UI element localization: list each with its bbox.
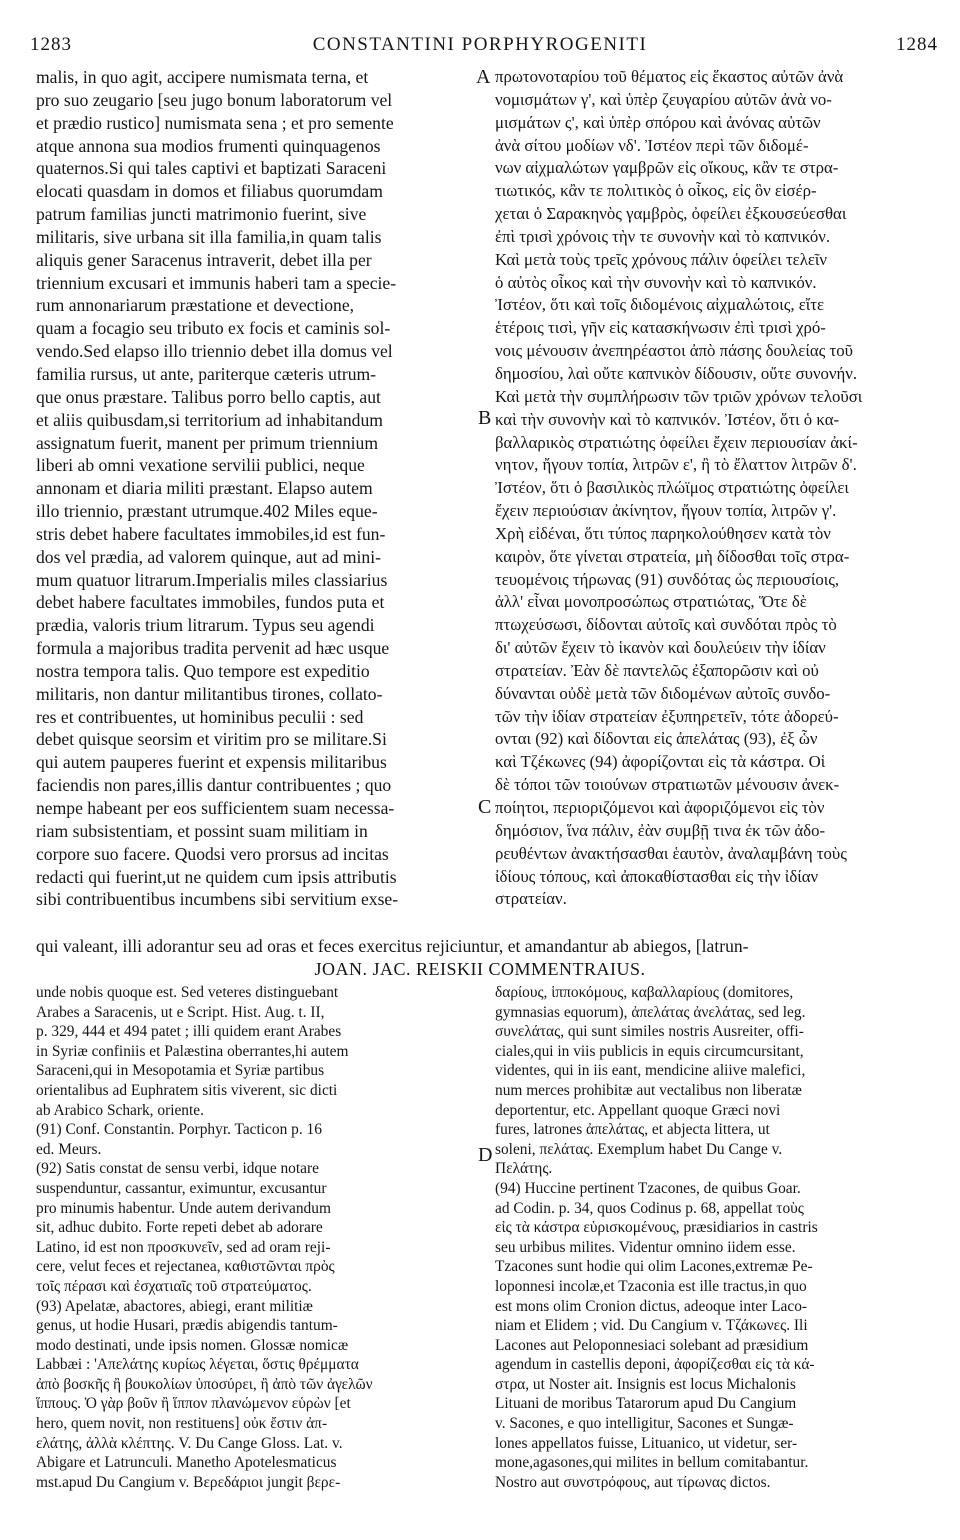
commentary-line: soleni, πελάτας. Exemplum habet Du Cange v. <box>495 1140 783 1158</box>
commentary-line: fures, latrones ἀπελάτας, et abjecta littera, ut <box>495 1121 770 1139</box>
latin-text-line: riam subsistentiam, et possint suam militiam in <box>36 820 368 841</box>
latin-text-line: redacti qui fuerint,ut ne quidem cum ipsis attributis <box>36 866 397 887</box>
greek-text-line: δι' αὐτῶν ἔχειν τὸ ἱκανὸν καὶ δουλεύειν τὴν ἰδίαν <box>495 638 826 658</box>
commentary-left-column <box>36 983 474 1492</box>
commentary-line: Saraceni,qui in Mesopotamia et Syriæ partibus <box>36 1062 325 1080</box>
latin-text-line: nostra tempora talis. Quo tempore est expeditio <box>36 660 370 681</box>
greek-text-line: νομισμάτων γ', καὶ ὑπὲρ ζευγαρίου αὐτῶν ἀνὰ νο- <box>495 89 832 109</box>
commentary-line: (91) Conf. Constantin. Porphyr. Tacticon p. 16 <box>36 1121 322 1139</box>
commentary-line: ab Arabico Schark, oriente. <box>36 1101 204 1119</box>
greek-text-line: νητον, ἤγουν τοπία, λιτρῶν ε', ἢ τὸ ἔλαττον λιτρῶν δ'. <box>495 455 857 475</box>
page-number-left: 1283 <box>30 34 72 55</box>
latin-text-line: debet quisque seorsim et viritim pro se militare.Si <box>36 729 387 750</box>
latin-text-line: debet habere facultates immobiles, fundos puta et <box>36 592 385 613</box>
commentary-line: ελάτης, ἀλλὰ κλέπτης. V. Du Cange Gloss. Lat. v. <box>36 1434 343 1452</box>
commentary-line: in Syriæ confiniis et Palæstina oberrantes,hi autem <box>36 1042 349 1060</box>
commentary-line: ed. Meurs. <box>36 1140 102 1158</box>
commentary-line: εἰς τὰ κάστρα εὑρισκομένους, præsidiarios in castris <box>495 1219 818 1237</box>
greek-text-line: δύνανται οὐδὲ μετὰ τῶν διδομένων αὐτοῖς συνδο- <box>495 683 831 703</box>
latin-text-line: vendo.Sed elapso illo triennio debet illa domus vel <box>36 341 393 362</box>
latin-text-line: atque annona sua modios frumenti quinquagenos <box>36 135 381 156</box>
greek-text-line: νοις μένουσιν ἀνεπηρέαστοι ἀπὸ πάσης δουλείας τοῦ <box>495 341 853 361</box>
greek-text-line: καὶ Τζέκωνες (94) ἀφορίζονται εἰς τὰ κάστρα. Οἱ <box>495 752 826 772</box>
commentary-line: δαρίους, ἱπποκόμους, καβαλλαρίους (domitores, <box>495 984 794 1001</box>
latin-text-line: illo triennio, præstant utrumque.402 Miles eque- <box>36 501 378 522</box>
greek-text-column <box>495 66 935 911</box>
greek-text-line: βαλλαρικὸς στρατιώτης ὀφείλει ἔχειν περιουσίαν ἀκί- <box>495 432 858 452</box>
greek-text-line: ἀλλ' εἶναι μονοπροσώπως στρατιώτας, Ὅτε δὲ <box>495 592 807 612</box>
greek-text-line: ἀνὰ σίτου μοδίων νδ'. Ἰστέον περὶ τῶν διδομέ- <box>495 135 809 155</box>
latin-text-line: militaris, sive urbana sit illa familia,in quam talis <box>36 226 382 247</box>
greek-text-line: δὲ τόποι τῶν τοιούνων στρατιωτῶν μένουσιν ἀνεκ- <box>495 775 840 795</box>
section-marker-b: B <box>478 407 492 429</box>
greek-text-line: πτωχεύσωσι, δίδονται αὐτοῖς καὶ συνδόται πρὸς τὸ <box>495 615 837 635</box>
greek-text-line: ἑτέροις τισὶ, γῆν εἰς κατασκήνωσιν ἐπὶ τρισὶ χρό- <box>495 318 826 338</box>
latin-text-line: nempe habeant per eos sufficientem suam necessa- <box>36 798 395 818</box>
commentary-line: lones appellatos fuisse, Lituanico, ut videtur, ser- <box>495 1434 798 1452</box>
commentary-line: Lacones aut Peloponnesiaci solebant ad præsidium <box>495 1336 809 1354</box>
commentary-line: ἵππους. Ὁ γὰρ βοῦν ἢ ἵππον πλανώμενον εὑρὼν [et <box>36 1395 351 1413</box>
commentary-line: deportentur, etc. Appellant quoque Græci novi <box>495 1101 781 1119</box>
commentary-line: est mons olim Cronion dictus, adeoque inter Laco- <box>495 1297 808 1315</box>
greek-text-line: πρωτονοταρίου τοῦ θέματος εἰς ἕκαστος αὐτῶν ἀνὰ <box>495 67 844 86</box>
latin-text-line: pro suo zeugario [seu jugo bonum laboratorum vel <box>36 89 393 110</box>
latin-translation-column <box>36 66 476 911</box>
commentary-line: Arabes a Saracenis, ut e Script. Hist. Aug. t. II, <box>36 1003 325 1021</box>
greek-text-line: καιρὸν, ὅτε γίνεται στρατεία, μὴ δίδοσθαι τοῖς στρα- <box>495 546 850 566</box>
greek-text-line: ἔχειν περιούσιαν ἀκίνητον, ἤγουν τοπία, λιτρῶν γ'. <box>495 501 837 521</box>
latin-text-line: sibi contribuentibus incumbens sibi servitium exse- <box>36 889 399 910</box>
greek-text-line: ονται (92) καὶ δίδονται εἰς ἀπελάτας (93), ἐξ ὧν <box>495 729 818 749</box>
latin-text-line: triennium excusari et immunis haberi tam a specie- <box>36 272 397 293</box>
latin-text-line: annonam et diaria militi præstant. Elapso autem <box>36 478 373 499</box>
commentary-line: agendum in castellis deponi, ἀφορίζεσθαι εἰς τὰ κά- <box>495 1356 815 1374</box>
latin-text-line: mum quatuor litrarum.Imperialis miles classiarius <box>36 569 388 590</box>
latin-text-line: quam a focagio seu tributo ex focis et caminis sol- <box>36 318 391 339</box>
latin-text-line: et prædio rustico] numismata sena ; et pro semente <box>36 112 394 133</box>
commentary-right-column <box>495 983 935 1492</box>
latin-text-line: faciendis non pares,illis dantur contribuentes ; quo <box>36 775 392 796</box>
greek-text-line: δημοσίου, λαὶ οὔτε καπνικὸν δίδουσιν, οὔτε συνονήν. <box>495 363 858 383</box>
commentary-line: v. Sacones, e quo intelligitur, Sacones et Sungæ- <box>495 1415 794 1433</box>
commentary-line: Lituani de moribus Tatarorum apud Du Cangium <box>495 1395 797 1413</box>
greek-text-line: μισμάτων ς', καὶ ὑπὲρ σπόρου καὶ ἀνόνας αὐτῶν <box>495 112 821 132</box>
greek-text-line: στρατείαν. <box>495 889 567 909</box>
commentary-line: Abigare et Latrunculi. Manetho Apotelesmaticus <box>36 1454 337 1472</box>
commentary-line: συνελάτας, qui sunt similes nostris Ausreiter, offi- <box>495 1023 804 1041</box>
greek-text-line: δημόσιον, ἵνα πάλιν, ἐὰν συμβῇ τινα ἐκ τῶν ἀδο- <box>495 820 826 840</box>
latin-text-line: quaternos.Si qui tales captivi et baptizati Saraceni <box>36 158 387 179</box>
greek-text-line: τευομένοις τήρωνας (91) συνδότας ὡς περιουσίοις, <box>495 569 840 589</box>
commentary-line: pro minumis habentur. Unde autem derivandum <box>36 1199 331 1217</box>
latin-text-line: rum annonariarum præstatione et devectione, <box>36 295 355 316</box>
commentary-line: ciales,qui in viis publicis in equis circumcursitant, <box>495 1042 804 1060</box>
greek-text-line: ποίητοι, περιοριζόμενοι καὶ ἀφοριζόμενοι εἰς τὸν <box>495 798 825 817</box>
greek-text-line: χεται ὁ Σαρακηνὸς γαμβρὸς, ὀφείλει ἐξκουσεύεσθαι <box>495 204 847 224</box>
commentary-line: Latino, id est non προσκυνεῖν, sed ad oram reji- <box>36 1238 331 1256</box>
full-width-continuation-line: qui valeant, illi adorantur seu ad oras et feces exercitus rejiciuntur, et amandantur ab abiegos, [latrun- <box>36 936 749 956</box>
latin-text-line: corpore suo facere. Quodsi vero prorsus ad incitas <box>36 843 389 864</box>
latin-text-line: militaris, non dantur militantibus tirones, collato- <box>36 683 383 704</box>
commentary-line: τοῖς πέρασι καὶ ἐσχατιαῖς τοῦ στρατεύματος. <box>36 1277 312 1295</box>
commentary-line: genus, ut hodie Husari, prædis abigendis tantum- <box>36 1317 338 1335</box>
commentary-line: Nostro aut συνστρόφους, aut τίρωνας dictos. <box>495 1473 771 1491</box>
commentary-line: videntes, qui in iis eant, mendicine aliive malefici, <box>495 1062 806 1080</box>
commentary-line: unde nobis quoque est. Sed veteres distinguebant <box>36 984 339 1001</box>
commentary-line: Πελάτης. <box>495 1160 553 1178</box>
latin-text-line: liberi ab omni vexatione servilii publici, neque <box>36 455 365 476</box>
commentary-line: hero, quem novit, non restituens] οὐκ ἔστιν ἀπ- <box>36 1415 328 1433</box>
latin-text-line: que onus præstare. Talibus porro bello captis, aut <box>36 386 381 407</box>
greek-text-line: Καὶ μετὰ τοὺς τρεῖς χρόνους πάλιν ὀφείλει τελεῖν <box>495 249 828 269</box>
commentary-line: suspenduntur, cassantur, eximuntur, excusantur <box>36 1179 327 1197</box>
section-marker-d: D <box>478 1144 493 1166</box>
latin-text-line: formula a majoribus tradita pervenit ad hæc usque <box>36 638 390 659</box>
latin-text-line: et aliis quibusdam,si territorium ad inhabitandum <box>36 409 383 430</box>
latin-text-line: stris debet habere facultates immobiles,id est fun- <box>36 523 386 544</box>
greek-text-line: νων αἰχμαλώτων γαμβρῶν εἰς οἴκους, κἂν τε στρα- <box>495 158 839 178</box>
commentary-line: Tzacones sunt hodie qui olim Lacones,extremæ Pe- <box>495 1258 813 1276</box>
commentary-line: mone,agasones,qui milites in bellum comitabantur. <box>495 1454 809 1472</box>
greek-text-line: τιωτικός, κἂν τε πολιτικὸς ὁ οἶκος, εἰς ὃν εἰσέρ- <box>495 181 817 201</box>
commentary-line: (93) Apelatæ, abactores, abiegi, erant militiæ <box>36 1297 313 1315</box>
commentary-line: num merces prohibitæ aut vectalibus non liberatæ <box>495 1081 802 1099</box>
commentary-line: p. 329, 444 et 494 patet ; illi quidem erant Arabes <box>36 1023 342 1041</box>
commentary-heading: JOAN. JAC. REISKII COMMENTRAIUS. <box>314 959 646 979</box>
latin-text-line: malis, in quo agit, accipere numismata terna, et <box>36 67 369 87</box>
latin-text-line: res et contribuentes, ut hominibus peculii : sed <box>36 706 364 727</box>
commentary-line: loponnesi incolæ,et Tzaconia est ille tractus,in quo <box>495 1277 807 1295</box>
latin-text-line: dos vel prædia, ad valorem quinque, aut ad mini- <box>36 546 381 567</box>
latin-text-line: aliquis gener Saracenus intraverit, debet illa per <box>36 249 372 270</box>
greek-text-line: τῶν τὴν ἰδίαν στρατείαν ἐξυπηρετεῖν, τότε ἀδορεύ- <box>495 706 839 726</box>
greek-text-line: Ἰστέον, ὅτι ὁ βασιλικὸς πλώϊμος στρατιώτης ὀφείλει <box>495 478 849 498</box>
greek-text-line: ρευθέντων ἀνακτήσασθαι ἑαυτὸν, ἀναλαμβάνη τοὺς <box>495 843 847 863</box>
running-head-title: CONSTANTINI PORPHYROGENITI <box>312 34 648 55</box>
section-marker-c: C <box>478 796 492 818</box>
latin-text-line: elocati quasdam in domos et filiabus quorumdam <box>36 181 383 202</box>
greek-text-line: Καὶ μετὰ τὴν συμπλήρωσιν τῶν τριῶν χρόνων τελοῦσι <box>495 386 863 406</box>
commentary-line: modo destinati, unde ipsis nomen. Glossæ nomicæ <box>36 1336 349 1354</box>
commentary-line: στρα, ut Noster ait. Insignis est locus Michalonis <box>495 1375 796 1393</box>
latin-text-line: patrum familias juncti matrimonio fuerint, sive <box>36 204 367 225</box>
commentary-line: (94) Huccine pertinent Tzacones, de quibus Goar. <box>495 1179 801 1197</box>
greek-text-line: ἰδίους τόπους, καὶ ἀποκαθίστασθαι εἰς τὴν ἰδίαν <box>495 866 819 886</box>
commentary-line: ad Codin. p. 34, quos Codinus p. 68, appellat τοὺς <box>495 1199 804 1217</box>
section-marker-a: A <box>476 66 491 88</box>
greek-text-line: καὶ τὴν συνονὴν καὶ τὸ καπνικόν. Ἰστέον, ὅτι ὁ κα- <box>495 409 840 429</box>
commentary-line: sit, adhuc dubito. Forte repeti debet ab adorare <box>36 1219 323 1237</box>
page-number-right: 1284 <box>896 34 938 55</box>
latin-text-line: familia rursus, ut ante, pariterque cæteris utrum- <box>36 363 377 384</box>
latin-text-line: prædia, valoris trium litrarum. Typus seu agendi <box>36 615 375 636</box>
greek-text-line: Ἰστέον, ὅτι καὶ τοῖς διδομένοις αἰχμαλώτοις, εἴτε <box>495 295 825 315</box>
commentary-line: gymnasias equorum), ἀπελάτας ἀνελάτας, sed leg. <box>495 1003 806 1021</box>
greek-text-line: ἐπὶ τρισὶ χρόνοις τὴν τε συνονὴν καὶ τὸ καπνικόν. <box>495 226 831 246</box>
commentary-line: mst.apud Du Cangium v. Βερεδάριοι jungit βερε- <box>36 1473 341 1491</box>
commentary-line: seu urbibus milites. Videntur omnino iidem esse. <box>495 1238 796 1256</box>
commentary-line: Labbæi : 'Απελάτης κυρίως λέγεται, ὅστις θρέμματα <box>36 1356 359 1374</box>
commentary-line: (92) Satis constat de sensu verbi, idque notare <box>36 1160 319 1178</box>
greek-text-line: ὁ αὐτὸς οἶκος καὶ τὴν συνονὴν καὶ τὸ καπνικόν. <box>495 272 817 292</box>
latin-text-line: assignatum fuerit, manent per primum triennium <box>36 432 379 453</box>
greek-text-line: στρατείαν. Ἐὰν δὲ παντελῶς ἐξαπορῶσιν καὶ οὐ <box>495 660 819 680</box>
greek-text-line: Χρὴ εἰδέναι, ὅτι τύπος παρηκολούθησεν κατὰ τὸν <box>495 523 831 543</box>
commentary-line: cere, velut feces et rejectanea, καθιστῶνται πρὸς <box>36 1258 335 1276</box>
commentary-line: niam et Elidem ; vid. Du Cangium v. Τζάκωνες. Ili <box>495 1317 808 1335</box>
commentary-line: orientalibus ad Euphratem sitis viverent, sic dicti <box>36 1081 338 1099</box>
latin-text-line: qui autem pauperes fuerint et expensis militaribus <box>36 752 387 773</box>
commentary-line: ἀπὸ βοσκῆς ἢ βουκολίων ὑποσύρει, ἢ ἀπὸ τῶν ἀγελῶν <box>36 1375 373 1393</box>
